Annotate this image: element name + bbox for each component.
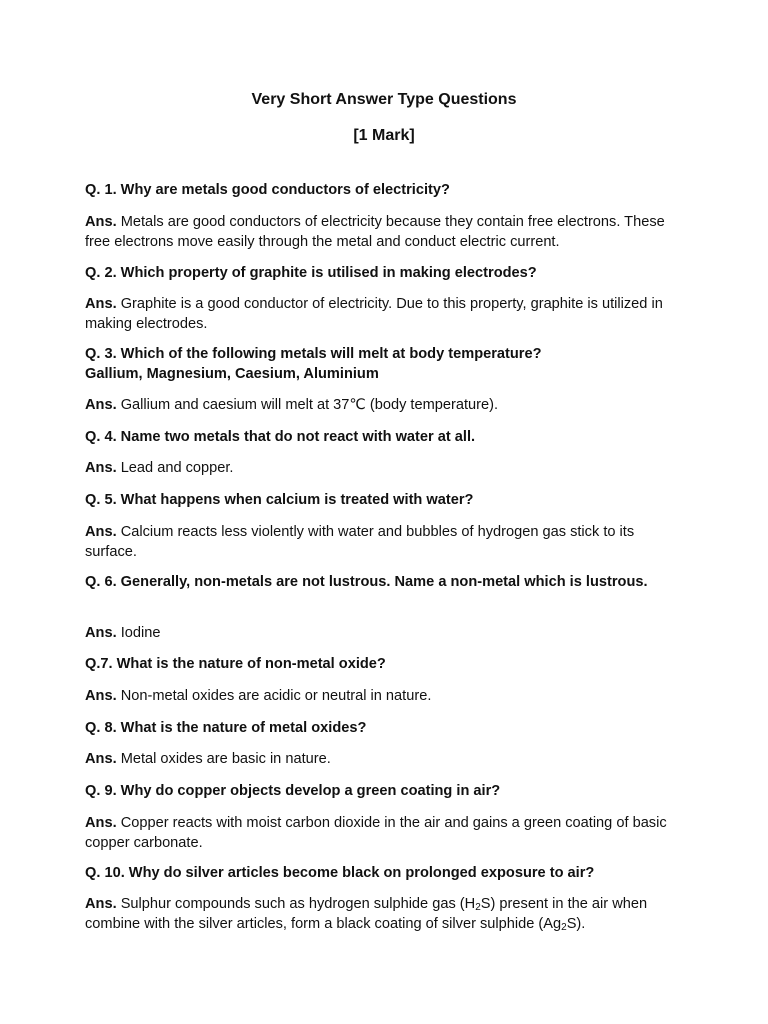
qa-item-8 bbox=[85, 719, 685, 739]
qa-item-10 bbox=[85, 864, 685, 884]
answer-block-9 bbox=[85, 814, 685, 853]
answer-2 bbox=[85, 295, 685, 334]
qa-item-3 bbox=[85, 345, 685, 384]
answer-block-8 bbox=[85, 750, 685, 770]
answer-4 bbox=[85, 459, 685, 479]
question-4: Q. 4. Name two metals that do not react with water at all. bbox=[85, 429, 476, 445]
page-subtitle: [1 Mark] bbox=[353, 127, 415, 144]
answer-8 bbox=[85, 750, 685, 770]
question-6: Q. 6. Generally, non-metals are not lustrous. Name a non-metal which is lustrous. bbox=[85, 574, 648, 590]
answer-block-4 bbox=[85, 459, 685, 479]
answer-text: Metals are good conductors of electricity because they contain free electrons. These free electrons move easily through the metal and conduct electric current. bbox=[85, 214, 665, 250]
qa-item-2 bbox=[85, 264, 685, 284]
question-3-line-1: Q. 3. Which of the following metals will melt at body temperature? bbox=[85, 346, 542, 362]
page-title: Very Short Answer Type Questions bbox=[251, 91, 517, 108]
qa-item-5 bbox=[85, 491, 685, 511]
answer-9 bbox=[85, 814, 685, 853]
question-8: Q. 8. What is the nature of metal oxides? bbox=[85, 720, 367, 736]
answer-label: Ans. bbox=[85, 397, 117, 413]
qa-item-4 bbox=[85, 428, 685, 448]
question-1: Q. 1. Why are metals good conductors of electricity? bbox=[85, 182, 450, 198]
answer-3 bbox=[85, 396, 685, 416]
subscript-2: 2 bbox=[475, 902, 481, 913]
question-2: Q. 2. Which property of graphite is utilised in making electrodes? bbox=[85, 265, 537, 281]
answer-text: Calcium reacts less violently with water and bubbles of hydrogen gas stick to its surface. bbox=[85, 524, 635, 560]
answer-6 bbox=[85, 624, 685, 644]
answer-text: Copper reacts with moist carbon dioxide in the air and gains a green coating of basic copper carbonate. bbox=[85, 815, 667, 851]
answer-text: Metal oxides are basic in nature. bbox=[120, 751, 331, 767]
answer-text-part-2: S) present in the air when combine with the silver articles, form a black coating of silver sulphide (Ag bbox=[85, 896, 648, 932]
answer-1 bbox=[85, 213, 685, 252]
answer-7 bbox=[85, 687, 685, 707]
answer-text: Graphite is a good conductor of electricity. Due to this property, graphite is utilized in making electrodes. bbox=[85, 296, 663, 332]
answer-block-3 bbox=[85, 396, 685, 416]
answer-text: Iodine bbox=[120, 625, 161, 641]
question-7: Q.7. What is the nature of non-metal oxide? bbox=[85, 656, 386, 672]
question-3-line-2: Gallium, Magnesium, Caesium, Aluminium bbox=[85, 365, 379, 382]
answer-text: Gallium and caesium will melt at 37℃ (body temperature). bbox=[120, 397, 499, 413]
answer-block-7 bbox=[85, 687, 685, 707]
subscript-2: 2 bbox=[561, 921, 567, 933]
answer-text-part-3: S). bbox=[566, 915, 586, 932]
answer-label: Ans. bbox=[85, 688, 117, 704]
question-9: Q. 9. Why do copper objects develop a green coating in air? bbox=[85, 783, 501, 799]
answer-label: Ans. bbox=[85, 896, 117, 912]
answer-text: Non-metal oxides are acidic or neutral in nature. bbox=[120, 688, 432, 704]
question-3 bbox=[85, 345, 685, 384]
answer-label: Ans. bbox=[85, 751, 117, 767]
answer-label: Ans. bbox=[85, 296, 117, 312]
answer-label: Ans. bbox=[85, 625, 117, 641]
answer-block-6 bbox=[85, 624, 685, 644]
answer-block-1 bbox=[85, 213, 685, 252]
question-5: Q. 5. What happens when calcium is treated with water? bbox=[85, 492, 474, 508]
answer-text-part-1: Sulphur compounds such as hydrogen sulphide gas (H bbox=[120, 896, 476, 912]
answer-5 bbox=[85, 523, 685, 562]
answer-label: Ans. bbox=[85, 815, 117, 831]
qa-item-7 bbox=[85, 655, 685, 675]
question-10: Q. 10. Why do silver articles become black on prolonged exposure to air? bbox=[85, 865, 595, 881]
qa-item-6 bbox=[85, 573, 685, 593]
answer-text: Lead and copper. bbox=[120, 460, 234, 476]
answer-block-10 bbox=[85, 895, 685, 934]
answer-label: Ans. bbox=[85, 460, 117, 476]
answer-label: Ans. bbox=[85, 214, 117, 230]
answer-10 bbox=[85, 895, 685, 934]
answer-block-2 bbox=[85, 295, 685, 334]
answer-block-5 bbox=[85, 523, 685, 562]
qa-item-1 bbox=[85, 181, 685, 201]
qa-item-9 bbox=[85, 782, 685, 802]
answer-label: Ans. bbox=[85, 524, 117, 540]
